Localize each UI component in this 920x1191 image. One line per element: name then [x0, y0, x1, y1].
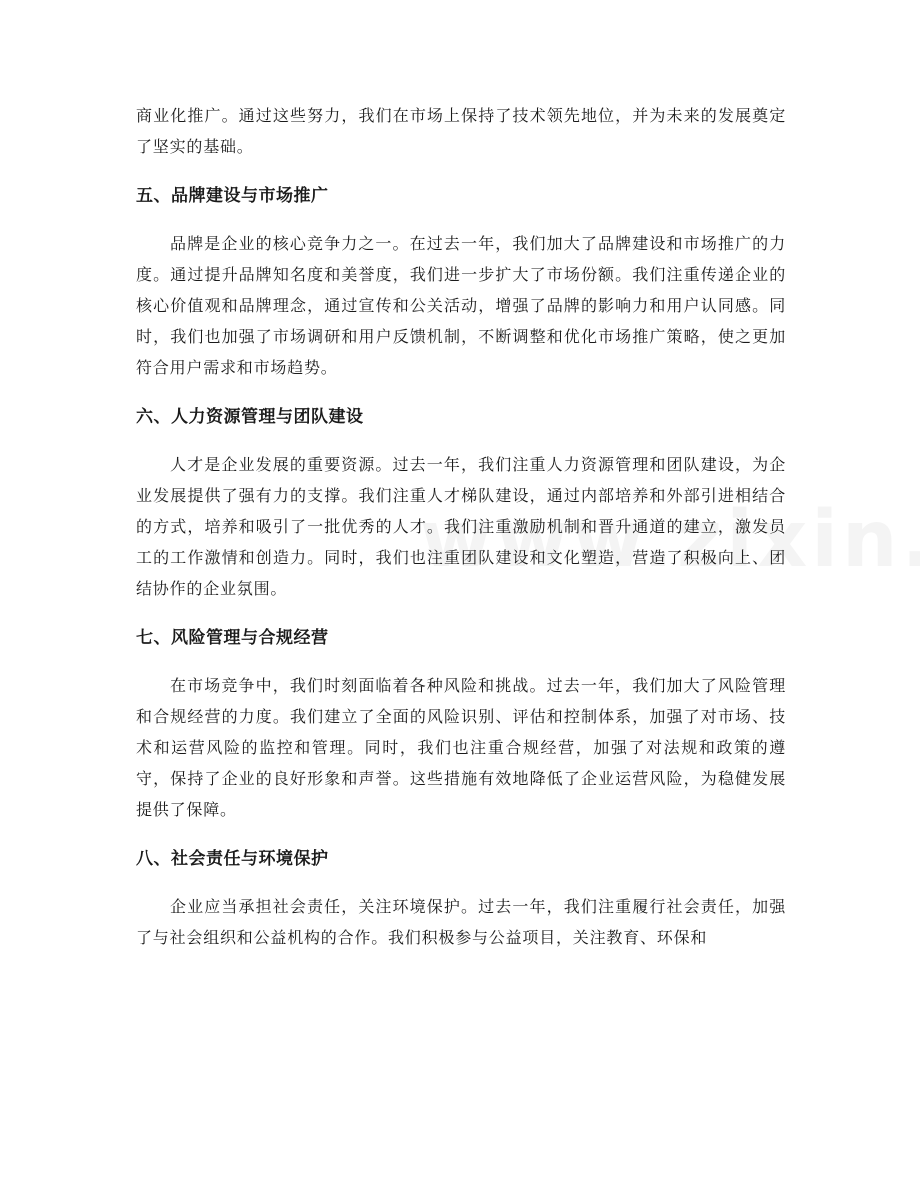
- spacer: [136, 825, 786, 844]
- paragraph-section-7: 在市场竞争中，我们时刻面临着各种风险和挑战。过去一年，我们加大了风险管理和合规经营的力度。我们建立了全面的风险识别、评估和控制体系，加强了对市场、技术和运营风险的监控和管理。同时，我们也注重合规经营，加强了对法规和政策的遵守，保持了企业的良好形象和声誉。这些措施有效地降低了企业运营风险，为稳健发展提供了保障。: [136, 676, 786, 819]
- paragraph-section-5: 品牌是企业的核心竞争力之一。在过去一年，我们加大了品牌建设和市场推广的力度。通过提升品牌知名度和美誉度，我们进一步扩大了市场份额。我们注重传递企业的核心价值观和品牌理念，通过宣传和公关活动，增强了品牌的影响力和用户认同感。同时，我们也加强了市场调研和用户反馈机制，不断调整和优化市场推广策略，使之更加符合用户需求和市场趋势。: [136, 234, 786, 377]
- spacer: [136, 211, 786, 228]
- document-body: [136, 100, 786, 953]
- spacer: [136, 604, 786, 623]
- heading-section-8: 八、社会责任与环境保护: [136, 849, 329, 869]
- paragraph-intro-continued: 商业化推广。通过这些努力，我们在市场上保持了技术领先地位，并为未来的发展奠定了坚实的基础。: [136, 106, 786, 156]
- spacer: [136, 874, 786, 891]
- spacer: [136, 432, 786, 449]
- heading-section-7: 七、风险管理与合规经营: [136, 628, 329, 648]
- spacer: [136, 383, 786, 402]
- heading-section-6: 六、人力资源管理与团队建设: [136, 407, 364, 427]
- heading-section-5: 五、品牌建设与市场推广: [136, 186, 329, 206]
- paragraph-section-6: 人才是企业发展的重要资源。过去一年，我们注重人力资源管理和团队建设，为企业发展提供了强有力的支撑。我们注重人才梯队建设，通过内部培养和外部引进相结合的方式，培养和吸引了一批优秀的人才。我们注重激励机制和晋升通道的建立，激发员工的工作激情和创造力。同时，我们也注重团队建设和文化塑造，营造了积极向上、团结协作的企业氛围。: [136, 455, 786, 598]
- spacer: [136, 653, 786, 670]
- spacer: [136, 162, 786, 181]
- paragraph-section-8: 企业应当承担社会责任，关注环境保护。过去一年，我们注重履行社会责任，加强了与社会组织和公益机构的合作。我们积极参与公益项目，关注教育、环保和: [136, 897, 786, 947]
